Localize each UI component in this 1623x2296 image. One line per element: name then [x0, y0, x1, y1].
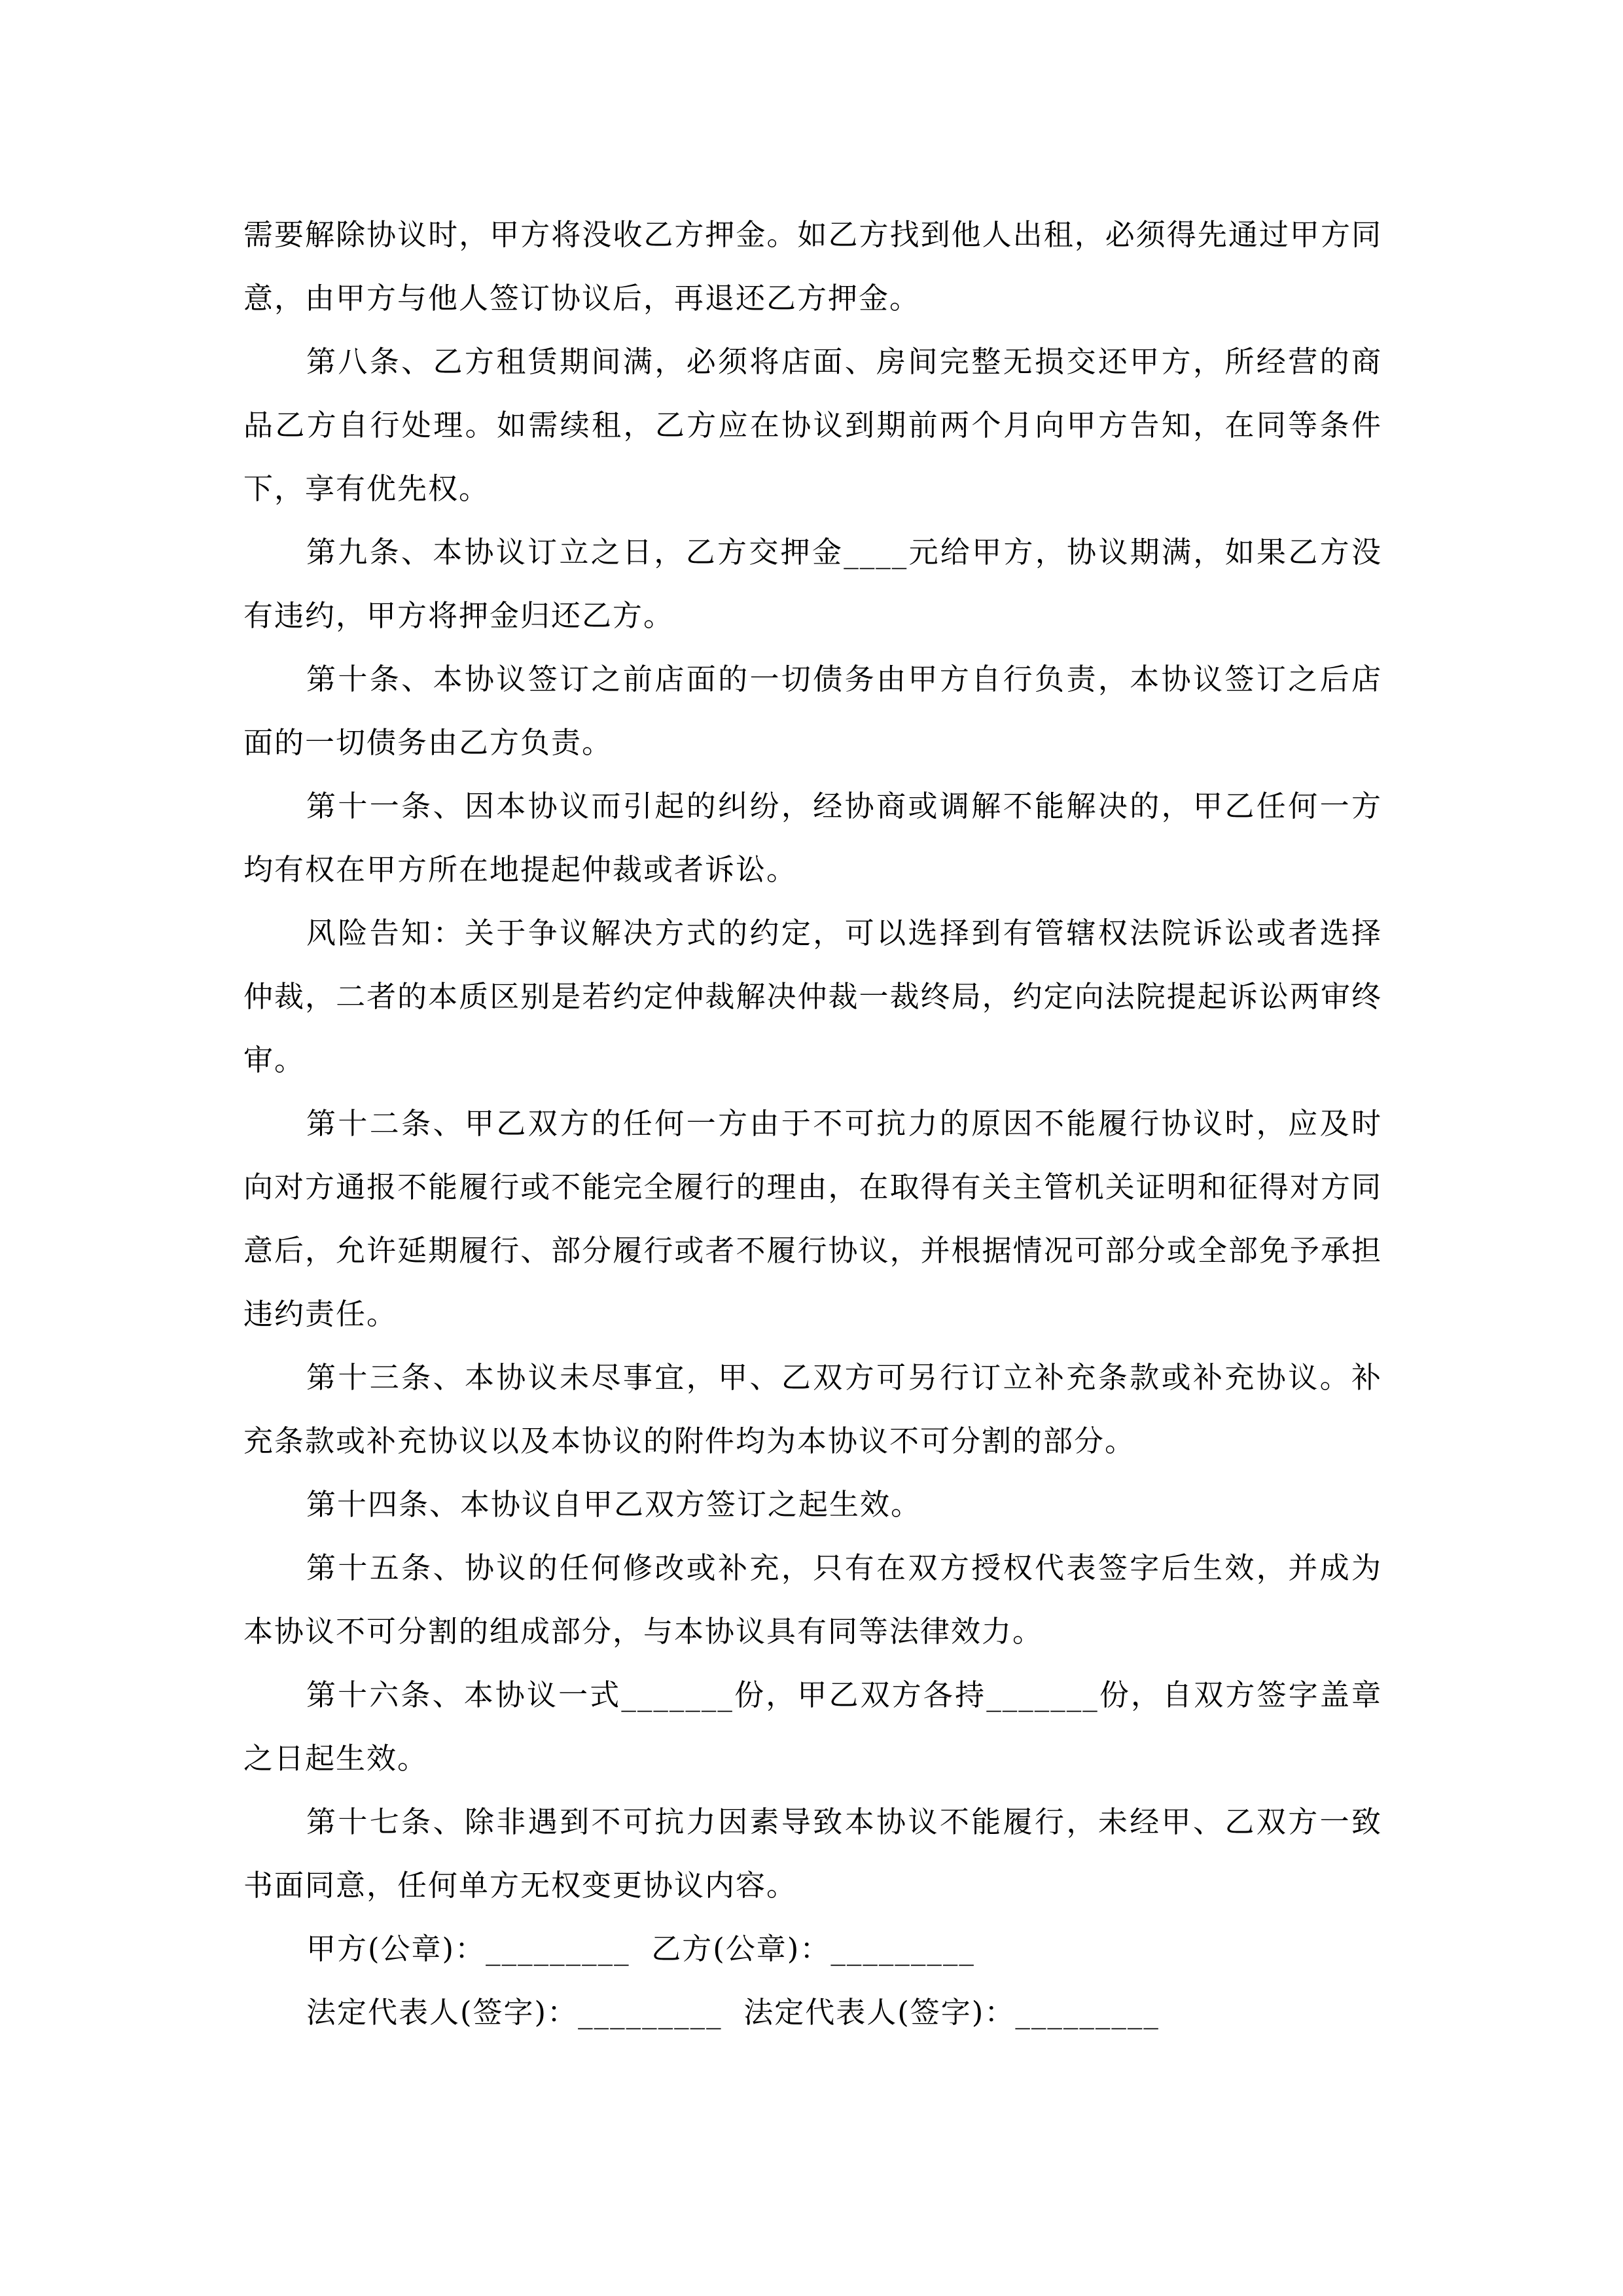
paragraph-continuation: 需要解除协议时，甲方将没收乙方押金。如乙方找到他人出租，必须得先通过甲方同意，由甲方与他人签订协议后，再退还乙方押金。 — [243, 217, 1382, 315]
document-body — [243, 203, 1382, 2044]
clause-10: 第十条、本协议签订之前店面的一切债务由甲方自行负责，本协议签订之后店面的一切债务由乙方负责。 — [243, 662, 1382, 760]
signature-line-representative: 法定代表人(签字)：_________ 法定代表人(签字)：_________ — [306, 1995, 1160, 2030]
risk-notice: 风险告知：关于争议解决方式的约定，可以选择到有管辖权法院诉讼或者选择仲裁，二者的本质区别是若约定仲裁解决仲裁一裁终局，约定向法院提起诉讼两审终审。 — [243, 916, 1382, 1077]
clause-16: 第十六条、本协议一式_______份，甲乙双方各持_______份，自双方签字盖章之日起生效。 — [243, 1677, 1382, 1776]
clause-14: 第十四条、本协议自甲乙双方签订之起生效。 — [306, 1487, 922, 1522]
clause-12: 第十二条、甲乙双方的任何一方由于不可抗力的原因不能履行协议时，应及时向对方通报不能履行或不能完全履行的理由，在取得有关主管机关证明和征得对方同意后，允许延期履行、部分履行或者不履行协议，并根据情况可部分或全部免予承担违约责任。 — [243, 1106, 1382, 1331]
clause-11: 第十一条、因本协议而引起的纠纷，经协商或调解不能解决的，甲乙任何一方均有权在甲方所在地提起仲裁或者诉讼。 — [243, 789, 1382, 887]
clause-9: 第九条、本协议订立之日，乙方交押金____元给甲方，协议期满，如果乙方没有违约，甲方将押金归还乙方。 — [243, 535, 1382, 633]
clause-13: 第十三条、本协议未尽事宜，甲、乙双方可另行订立补充条款或补充协议。补充条款或补充协议以及本协议的附件均为本协议不可分割的部分。 — [243, 1360, 1382, 1458]
clause-15: 第十五条、协议的任何修改或补充，只有在双方授权代表签字后生效，并成为本协议不可分割的组成部分，与本协议具有同等法律效力。 — [243, 1551, 1382, 1649]
clause-8: 第八条、乙方租赁期间满，必须将店面、房间完整无损交还甲方，所经营的商品乙方自行处理。如需续租，乙方应在协议到期前两个月向甲方告知，在同等条件下，享有优先权。 — [243, 344, 1382, 506]
clause-17: 第十七条、除非遇到不可抗力因素导致本协议不能履行，未经甲、乙双方一致书面同意，任何单方无权变更协议内容。 — [243, 1804, 1382, 1903]
signature-line-seal: 甲方(公章)：_________ 乙方(公章)：_________ — [306, 1931, 975, 1966]
